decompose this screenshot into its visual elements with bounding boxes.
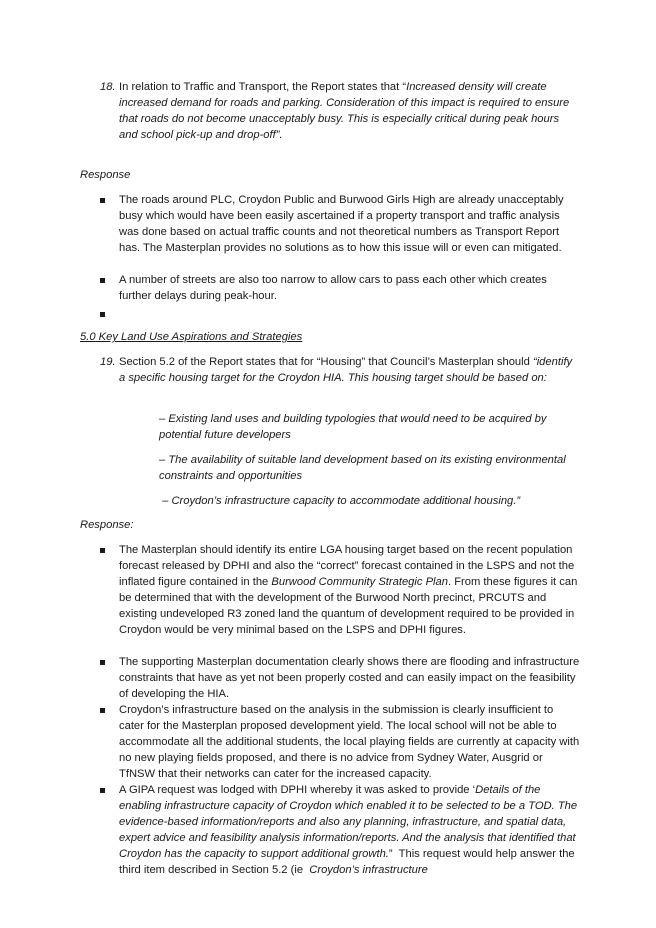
bullet-icon (100, 708, 105, 713)
bullet-icon (100, 312, 105, 317)
bullet-text-italic: Croydon’s infrastructure (309, 864, 428, 876)
bullet-icon (100, 198, 105, 203)
item-19-intro: Section 5.2 of the Report states that for “Housing” that Council’s Masterplan should (119, 356, 533, 368)
bullet-icon (100, 548, 105, 553)
bullet-item (119, 542, 581, 638)
bullet-text-italic: Burwood Community Strategic Plan (271, 576, 448, 588)
item-19-quote: “identify a specific housing target for the Croydon HIA. This housing target should be based on: (119, 356, 573, 384)
bullet-text: The supporting Masterplan documentation clearly shows there are flooding and infrastructure constraints that have as yet not been properly costed and can easily impact on the feasibility of developing the HIA. (119, 656, 580, 700)
criteria-item: – Existing land uses and building typologies that would need to be acquired by potential future developers (159, 413, 547, 441)
bullet-text: The Masterplan should identify its entire LGA housing target based on the recent population forecast released by DPHI and also the “correct” forecast contained in the LSPS and not the inflated figure contained in the (119, 544, 575, 588)
bullet-icon (100, 278, 105, 283)
item-number: 19. (100, 356, 116, 368)
bullet-item (119, 654, 581, 702)
bullet-text: . From these figures it can be determined that with the development of the Burwood North precinct, PRCUTS and existing undeveloped R3 zoned land the quantum of development required to be provided in Croydon would be very minimal based on the LSPS and DPHI figures. (119, 576, 578, 636)
bullet-item (119, 782, 581, 878)
bullet-icon (100, 788, 105, 793)
bullet-text-italic: Details of the enabling infrastructure capacity of Croydon which enabled it to be selected to be a TOD. The evidence-based information/reports and also any planning, infrastructure, and spatial data, expert advice and feasibility analysis information/reports. And the analysis that identified that Croydon has the capacity to support additional growth. (119, 784, 578, 860)
item-18-quote: Increased density will create increased demand for roads and parking. Consideration of this impact is required to ensure that roads do not become unacceptably busy. This is especially critical during peak hours and school pick-up and drop-off”. (119, 81, 570, 141)
bullet-text: The roads around PLC, Croydon Public and Burwood Girls High are already unacceptably busy which would have been easily ascertained if a property transport and traffic analysis was done based on actual traffic counts and not theoretical numbers as Transport Report has. The Masterplan provides no solutions as to how this issue will or even can mitigated. (119, 194, 564, 254)
bullet-item (119, 272, 581, 304)
bullet-item (119, 306, 581, 322)
bullet-text: Croydon’s infrastructure based on the analysis in the submission is clearly insufficient to cater for the Masterplan proposed development yield. The local school will not be able to accommodate all the additional students, the local playing fields are currently at capacity with no new playing fields proposed, and there is no advice from Sydney Water, Ausgrid or TfNSW that their networks can cater for the increased capacity. (119, 704, 580, 780)
bullet-text: A number of streets are also too narrow to allow cars to pass each other which creates further delays during peak-hour. (119, 274, 547, 302)
bullet-item (119, 702, 581, 782)
bullet-text: ” This request would help answer the third item described in Section 5.2 (ie (119, 848, 578, 876)
criteria-item: – The availability of suitable land development based on its existing environmental constraints and opportunities (159, 454, 566, 482)
numbered-item-18 (100, 79, 580, 143)
criteria-item: – Croydon’s infrastructure capacity to accommodate additional housing.” (159, 495, 521, 507)
item-number: 18. (100, 81, 116, 93)
section-heading: 5.0 Key Land Use Aspirations and Strategies (80, 331, 303, 343)
bullet-text: A GIPA request was lodged with DPHI whereby it was asked to provide ‘ (119, 784, 476, 796)
bullet-item (119, 192, 581, 256)
numbered-item-19 (100, 354, 580, 386)
item-19-text (119, 354, 580, 386)
response-heading: Response (80, 169, 131, 181)
item-18-intro: In relation to Traffic and Transport, the Report states that “ (119, 81, 407, 93)
bullet-icon (100, 660, 105, 665)
item-18-text (119, 79, 580, 143)
response-heading: Response: (80, 519, 134, 531)
